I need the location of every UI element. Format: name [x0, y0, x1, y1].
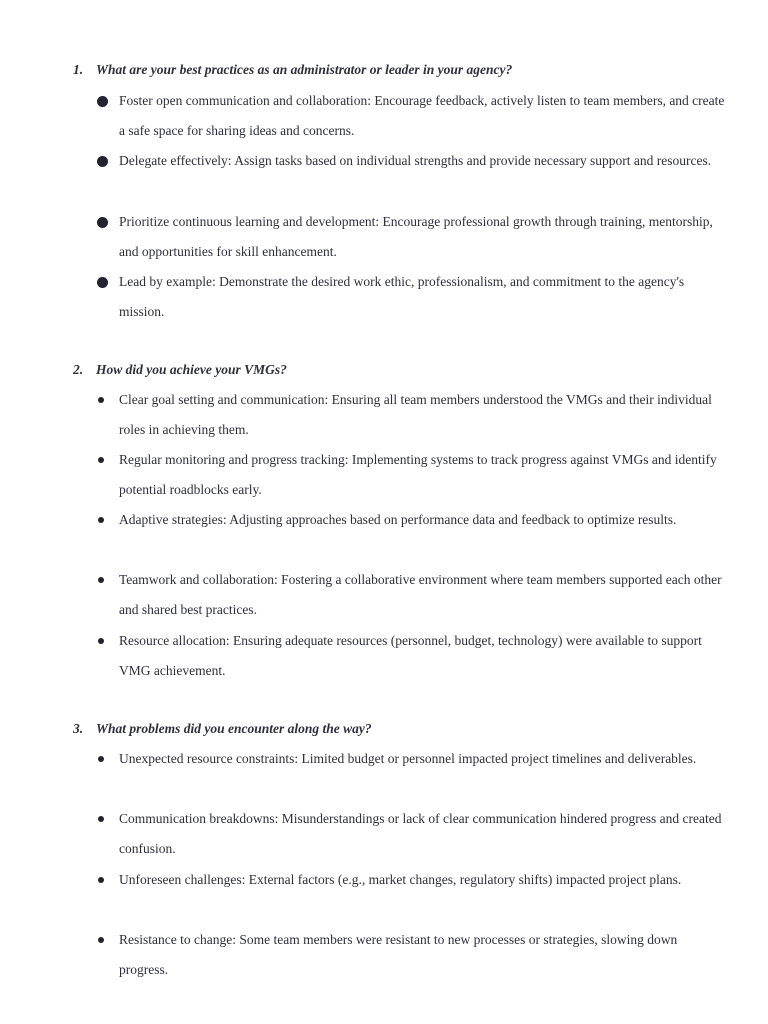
bullet-icon [98, 577, 104, 583]
bullet-icon [98, 816, 104, 822]
list-item-text: Unexpected resource constraints: Limited budget or personnel impacted project timelines and deliverables. [119, 751, 697, 766]
question-number: 2. [73, 362, 84, 377]
list-item-text: Resource allocation: Ensuring adequate resources (personnel, budget, technology) were available to support VMG achievement. [119, 633, 702, 679]
question-number: 1. [73, 62, 84, 77]
question-number: 3. [73, 721, 84, 736]
list-item-text: Prioritize continuous learning and development: Encourage professional growth through training, mentorship, and opportunities for skill enhancement. [119, 214, 713, 260]
bullet-icon [97, 96, 108, 107]
list-item-text: Communication breakdowns: Misunderstandings or lack of clear communication hindered progress and created confusion. [119, 811, 722, 857]
question-text: What are your best practices as an administrator or leader in your agency? [96, 62, 513, 77]
bullet-icon [98, 457, 104, 463]
list-item-text: Clear goal setting and communication: Ensuring all team members understood the VMGs and their individual roles in achieving them. [119, 392, 712, 438]
bullet-icon [98, 397, 104, 403]
bullet-icon [98, 877, 104, 883]
list-item-text: Regular monitoring and progress tracking: Implementing systems to track progress against VMGs and identify potential roadblocks early. [119, 452, 717, 498]
list-item-text: Unforeseen challenges: External factors (e.g., market changes, regulatory shifts) impacted project plans. [119, 872, 682, 887]
bullet-icon [97, 277, 108, 288]
bullet-icon [97, 156, 108, 167]
question-heading [0, 360, 768, 380]
question-heading [0, 60, 768, 80]
bullet-icon [98, 517, 104, 523]
question-text: How did you achieve your VMGs? [96, 362, 287, 377]
list-item-text: Lead by example: Demonstrate the desired work ethic, professionalism, and commitment to the agency's mission. [119, 274, 685, 320]
list-item-text: Delegate effectively: Assign tasks based on individual strengths and provide necessary support and resources. [119, 153, 712, 168]
question-text: What problems did you encounter along the way? [96, 721, 372, 736]
question-heading [0, 719, 768, 739]
list-item-text: Resistance to change: Some team members were resistant to new processes or strategies, slowing down progress. [119, 932, 678, 978]
bullet-icon [98, 756, 104, 762]
bullet-icon [98, 937, 104, 943]
list-item-text: Teamwork and collaboration: Fostering a collaborative environment where team members supported each other and shared best practices. [119, 572, 722, 618]
bullet-icon [97, 217, 108, 228]
list-item-text: Foster open communication and collaboration: Encourage feedback, actively listen to team members, and create a safe space for sharing ideas and concerns. [119, 93, 725, 139]
bullet-icon [98, 638, 104, 644]
list-item-text: Adaptive strategies: Adjusting approaches based on performance data and feedback to optimize results. [119, 512, 677, 527]
